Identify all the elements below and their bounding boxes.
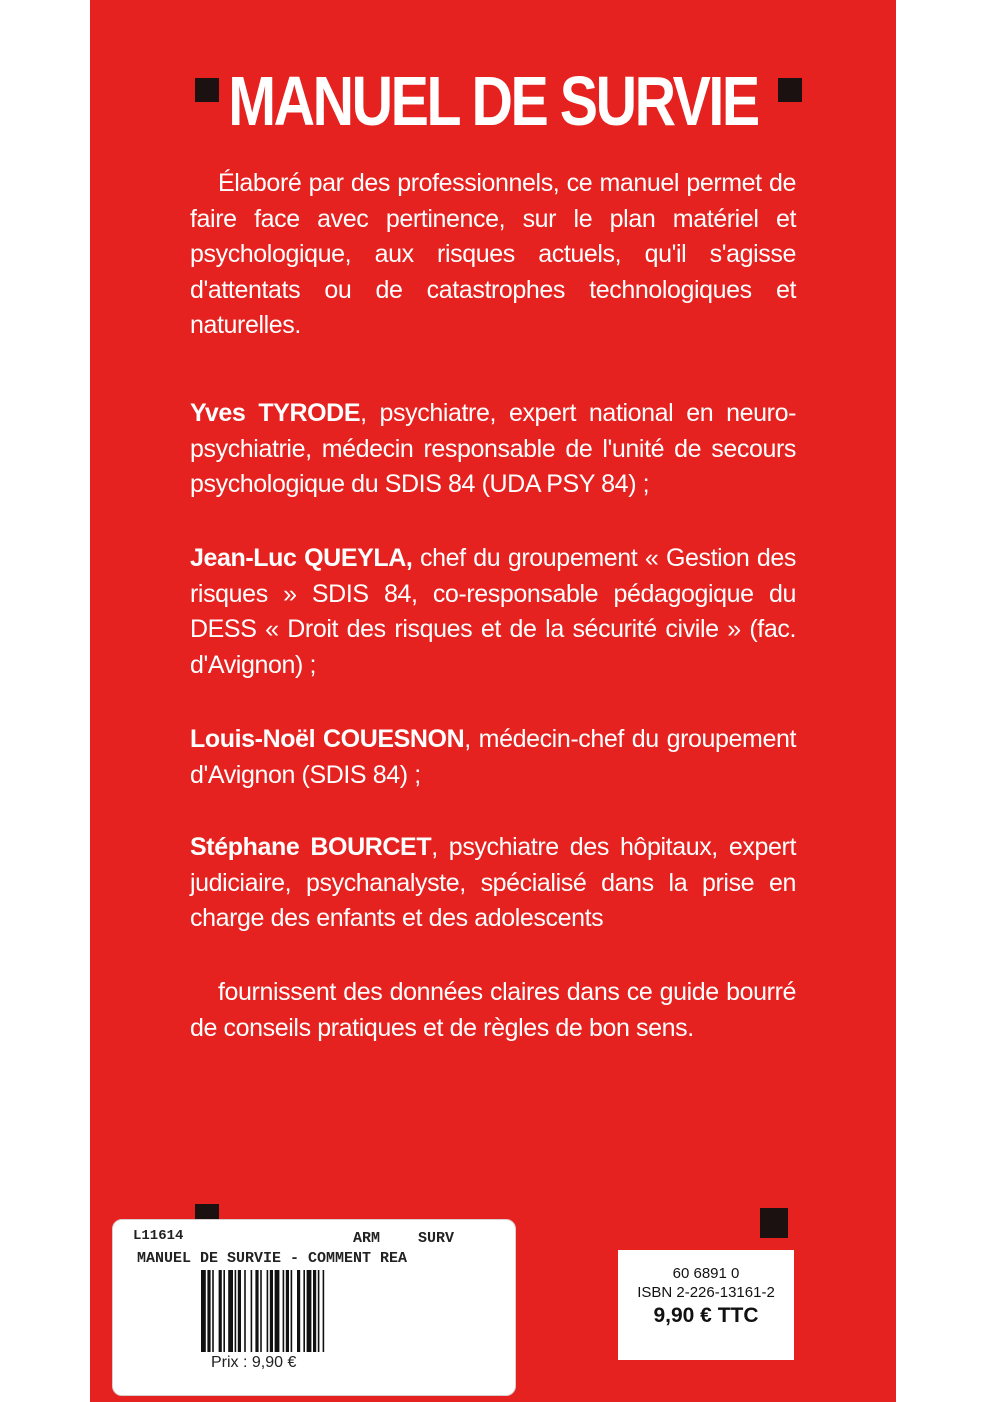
barcode [201,1270,423,1352]
sticker-code: L11614 [133,1228,184,1244]
barcode-bar [291,1270,293,1352]
closing-paragraph: fournissent des données claires dans ce guide bourré de conseils pratiques et de règles de bon sens. [190,978,796,1042]
author-desc-4: , psychiatre des hôpitaux, expert judiciaire, psychanalyste, spécialisé dans la prise en charge des enfants et des adolescents [190,833,796,932]
barcode-bar [238,1270,241,1352]
barcode-bar [228,1270,233,1352]
barcode-bar [323,1270,325,1352]
sticker-category-1: ARM [353,1230,381,1247]
barcode-bar [283,1270,285,1352]
barcode-bar [267,1270,269,1352]
bottom-square-right [760,1208,788,1238]
author-paragraph-3 [190,722,796,793]
author-desc-1: , psychiatre, expert national en neuro-psychiatrie, médecin responsable de l'unité de secours psychologique du SDIS 84 (UDA PSY 84) ; [190,399,796,498]
barcode-bar [318,1270,320,1352]
barcode-bar [212,1270,214,1352]
barcode-bar [297,1270,300,1352]
author-name-1: Yves TYRODE [190,399,361,427]
author-desc-2: chef du groupement « Gestion des risques » SDIS 84, co-responsable pédagogique du DESS « Droit des risques et de la sécurité civile » (fac. d'Avignon) ; [190,544,797,679]
barcode-bar [219,1270,222,1352]
barcode-bar [223,1270,225,1352]
barcode-bar [313,1270,316,1352]
sticker-price: Prix : 9,90 € [211,1354,297,1371]
price-sticker [112,1219,516,1396]
barcode-bar [286,1270,289,1352]
sticker-title: MANUEL DE SURVIE - COMMENT REA [137,1250,408,1267]
isbn: ISBN 2-226-13161-2 [637,1284,775,1301]
price-box [618,1250,794,1360]
barcode-bar [275,1270,280,1352]
author-name-3: Louis-Noël COUESNON [190,725,465,753]
barcode-bar [307,1270,312,1352]
barcode-bar [303,1270,305,1352]
barcode-bar [201,1270,206,1352]
author-paragraph-1 [190,396,796,503]
author-desc-3: , médecin-chef du groupement d'Avignon (SDIS 84) ; [190,725,797,789]
back-cover [90,0,896,1402]
barcode-bar [207,1270,210,1352]
author-paragraph-4 [190,830,796,937]
author-paragraph-2 [190,541,796,683]
barcode-bar [235,1270,237,1352]
barcode-bar [251,1270,253,1352]
barcode-bar [255,1270,258,1352]
author-name-2: Jean-Luc QUEYLA, [190,544,413,572]
pricebox-code: 60 6891 0 [672,1265,740,1282]
barcode-bar [244,1270,246,1352]
sticker-category-2: SURV [418,1230,455,1247]
barcode-bar [260,1270,262,1352]
author-name-4: Stéphane BOURCET [190,833,432,861]
intro-paragraph: Élaboré par des professionnels, ce manuel permet de faire face avec pertinence, sur le plan matériel et psychologique, aux risques actuels, qu'il s'agisse d'attentats ou de catastrophes technologiques et naturelles. [190,169,796,339]
retail-price: 9,90 € TTC [653,1304,759,1327]
barcode-bar [270,1270,273,1352]
book-title: MANUEL DE SURVIE [228,62,758,140]
